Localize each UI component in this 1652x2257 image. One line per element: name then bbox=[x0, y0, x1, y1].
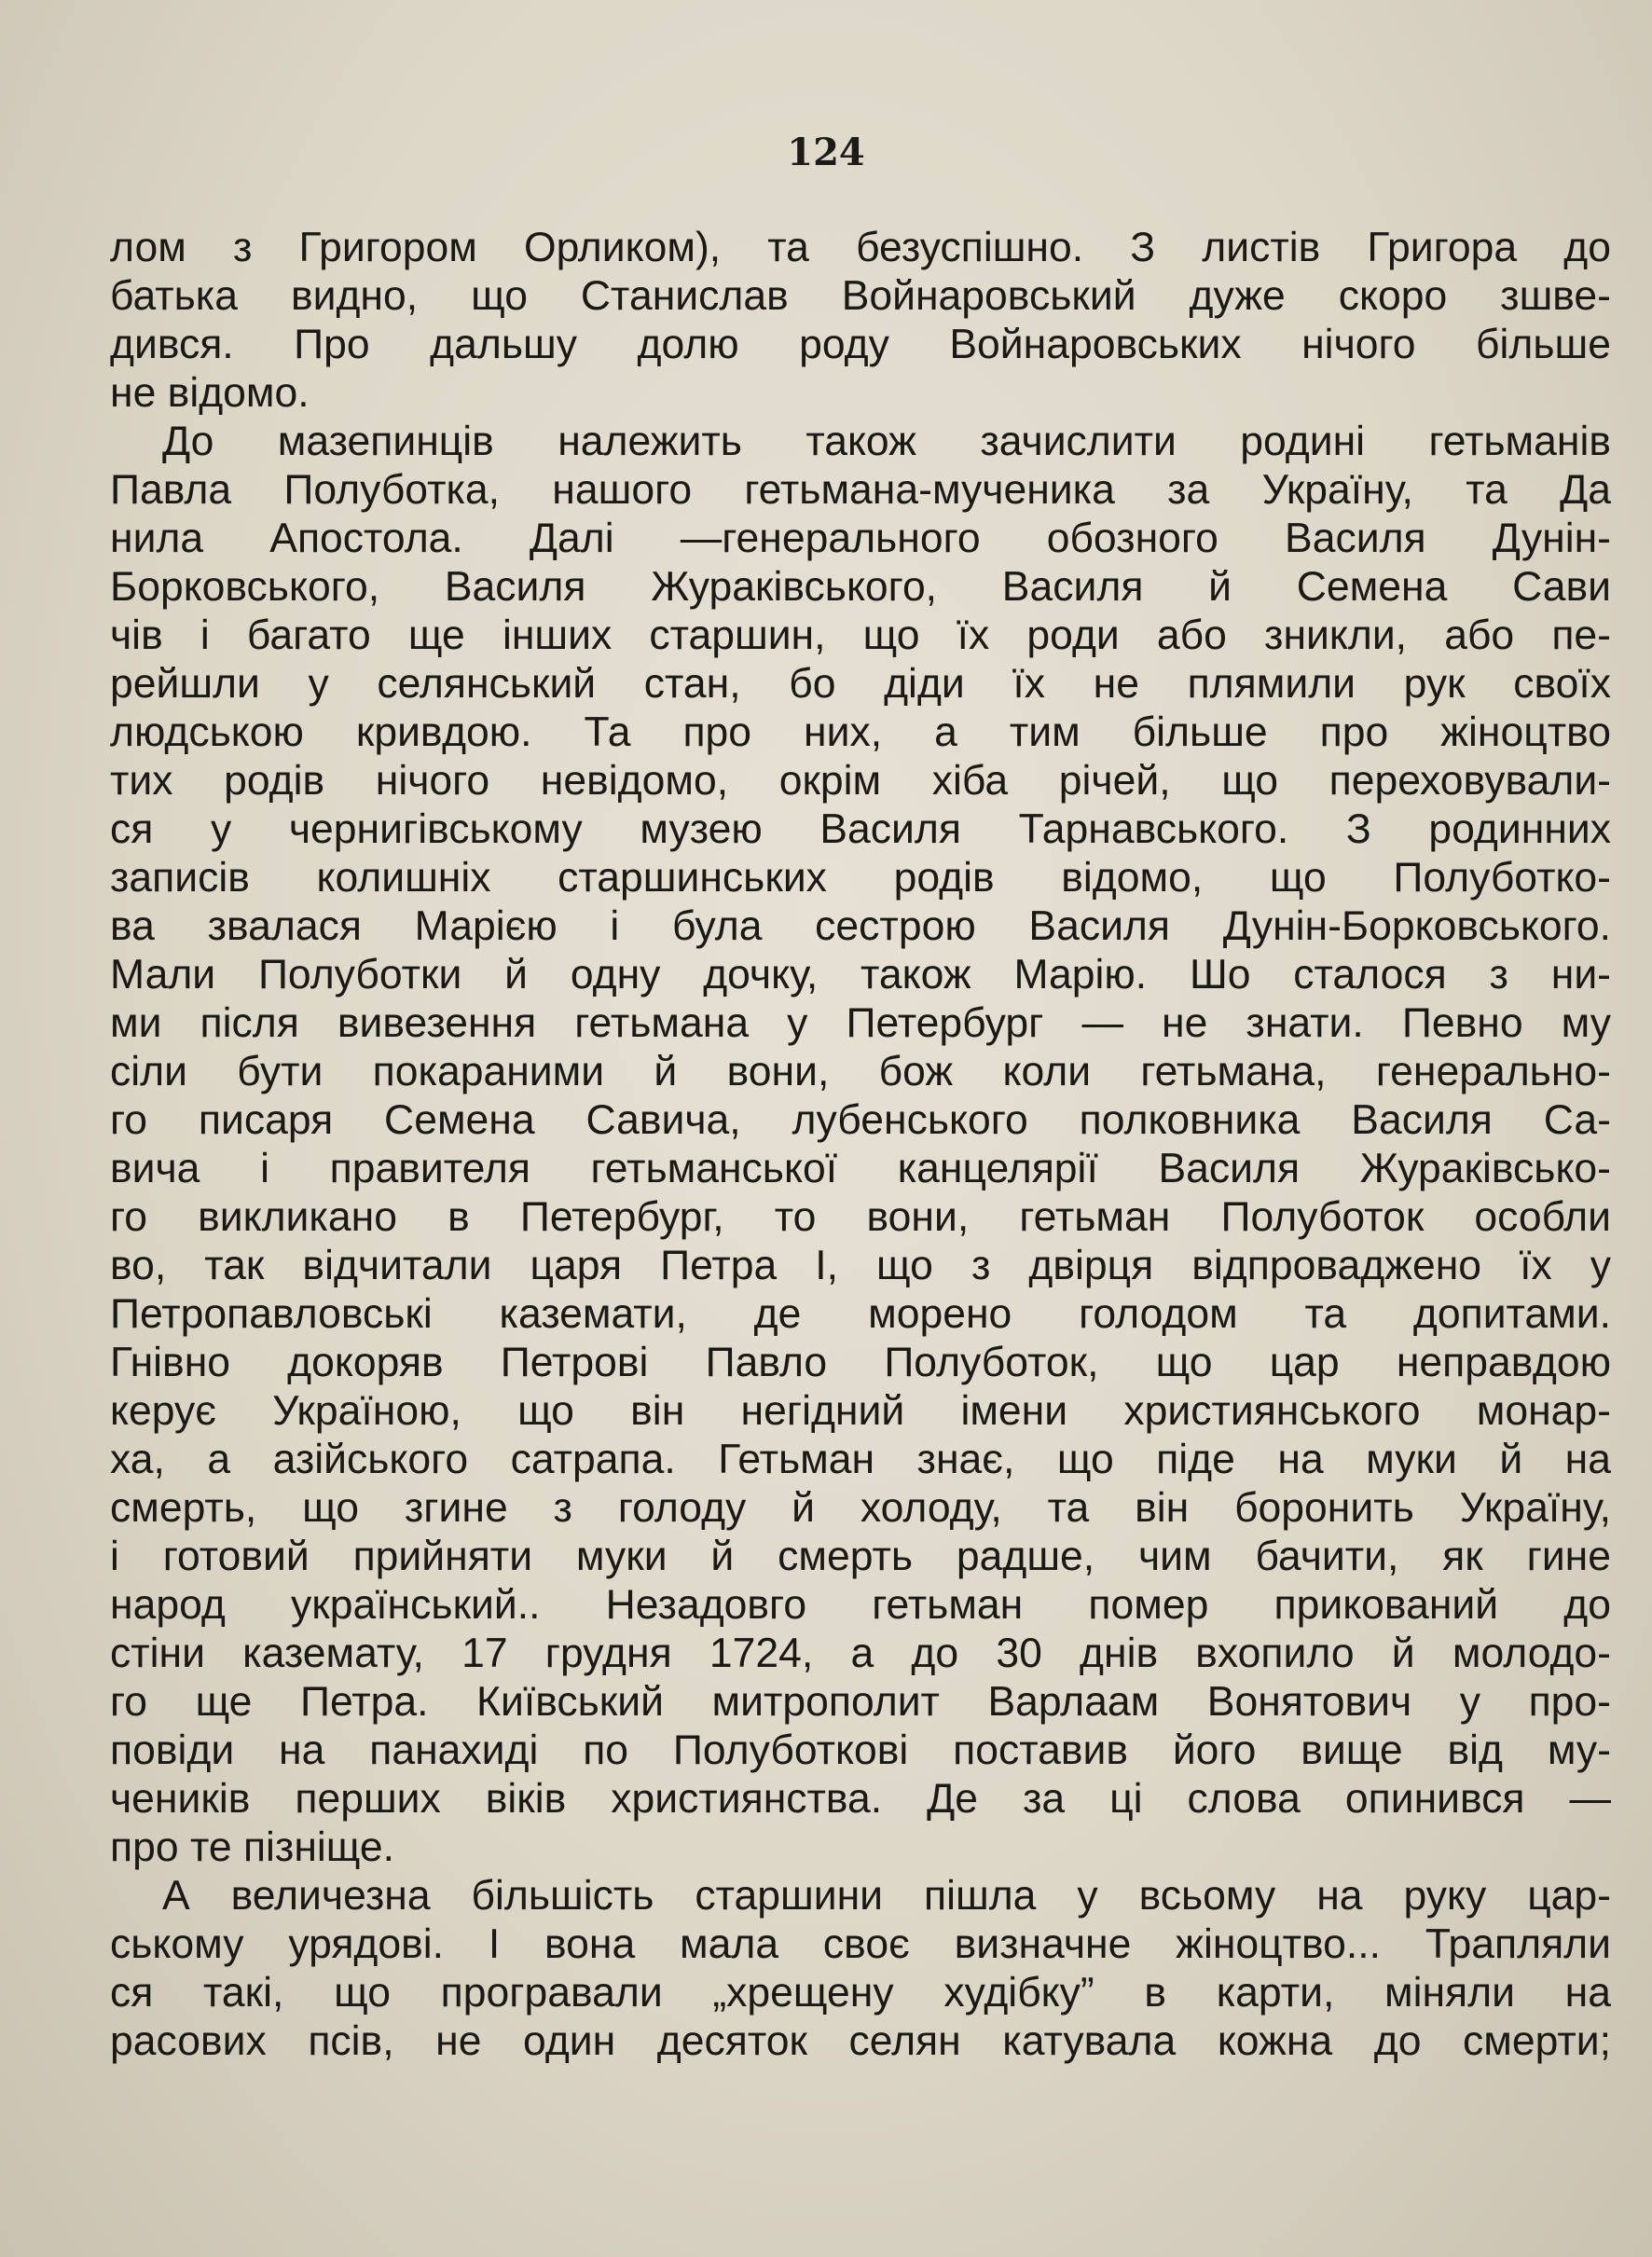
text-line: народ український.. Незадовго гетьман помер прикований до bbox=[110, 1582, 1611, 1628]
text-line: людською кривдою. Та про них, а тим більше про жіноцтво bbox=[110, 709, 1611, 755]
text-line: і готовий прийняти муки й смерть радше, чим бачити, як гине bbox=[110, 1534, 1611, 1579]
text-line: чів і багато ще інших старшин, що їх роди або зникли, або пе- bbox=[110, 612, 1611, 658]
text-line: ся такі, що програвали „хрещену худібку” в карти, міняли на bbox=[110, 1970, 1611, 2016]
text-line: повіди на панахиді по Полуботкові поставив його вище від му- bbox=[110, 1727, 1611, 1773]
text-line: сіли бути покараними й вони, бож коли гетьмана, генерально- bbox=[110, 1049, 1611, 1094]
text-line: ми після вивезення гетьмана у Петербург — не знати. Певно му bbox=[110, 1000, 1611, 1046]
text-line: лом з Григором Орликом), та безуспішно. З листів Григора до bbox=[110, 225, 1611, 270]
text-line: Гнівно докоряв Петрові Павло Полуботок, що цар неправдою bbox=[110, 1340, 1611, 1385]
text-line: ся у чернигівському музею Василя Тарнавського. З родинних bbox=[110, 806, 1611, 852]
text-line: До мазепинців належить також зачислити родині гетьманів bbox=[162, 419, 1611, 464]
paragraph bbox=[110, 418, 1611, 1872]
page-number: 124 bbox=[787, 131, 865, 174]
text-line: чеників перших віків християнства. Де за ці слова опинився — bbox=[110, 1776, 1611, 1822]
text-line: ха, а азійського сатрапа. Гетьман знає, що піде на муки й на bbox=[110, 1437, 1611, 1482]
text-line: А величезна більшість старшини пішла у всьому на руку цар- bbox=[162, 1873, 1611, 1919]
text-line: рейшли у селянський стан, бо діди їх не плямили рук своїх bbox=[110, 661, 1611, 707]
text-line: го ще Петра. Київський митрополит Варлаам Вонятович у про- bbox=[110, 1679, 1611, 1725]
text-line: смерть, що згине з голоду й холоду, та він боронить Україну, bbox=[110, 1485, 1611, 1531]
text-line: тих родів нічого невідомо, окрім хіба річей, що переховували- bbox=[110, 758, 1611, 804]
paragraph bbox=[110, 224, 1611, 418]
text-line: ському урядові. І вона мала своє визначне жіноцтво... Трапляли bbox=[110, 1921, 1611, 1967]
text-line: во, так відчитали царя Петра І, що з двірця відпроваджено їх у bbox=[110, 1243, 1611, 1288]
text-line: дився. Про дальшу долю роду Войнаровських нічого більше bbox=[110, 322, 1611, 367]
text-line: стіни каземату, 17 грудня 1724, а до 30 днів вхопило й молодо- bbox=[110, 1631, 1611, 1676]
text-line: Борковського, Василя Жураківського, Василя й Семена Сави bbox=[110, 564, 1611, 610]
text-line: нила Апостола. Далі —генерального обозного Василя Дунін- bbox=[110, 516, 1611, 561]
text-line: не відомо. bbox=[110, 370, 310, 416]
text-line: го писаря Семена Савича, лубенського полковника Василя Са- bbox=[110, 1097, 1611, 1143]
text-line: ва звалася Марією і була сестрою Василя Дунін-Борковського. bbox=[110, 903, 1611, 949]
text-line: керує Україною, що він негідний імени християнського монар- bbox=[110, 1388, 1611, 1434]
text-line: Павла Полуботка, нашого гетьмана-мученика за Україну, та Да bbox=[110, 467, 1611, 513]
paragraph bbox=[110, 1872, 1611, 2066]
text-line: батька видно, що Станислав Войнаровський дуже скоро зшве- bbox=[110, 273, 1611, 319]
body-text bbox=[110, 224, 1611, 2066]
text-line: Мали Полуботки й одну дочку, також Марію. Шо сталося з ни- bbox=[110, 952, 1611, 998]
text-line: расових псів, не один десяток селян катувала кожна до смерти; bbox=[110, 2018, 1611, 2064]
text-line: Петропавловські каземати, де морено голодом та допитами. bbox=[110, 1291, 1611, 1337]
text-line: го викликано в Петербург, то вони, гетьман Полуботок особли bbox=[110, 1194, 1611, 1240]
text-line: записів колишніх старшинських родів відомо, що Полуботко- bbox=[110, 855, 1611, 901]
text-line: про те пізніще. bbox=[110, 1824, 395, 1870]
text-line: вича і правителя гетьманської канцелярії Василя Жураківсько- bbox=[110, 1146, 1611, 1191]
